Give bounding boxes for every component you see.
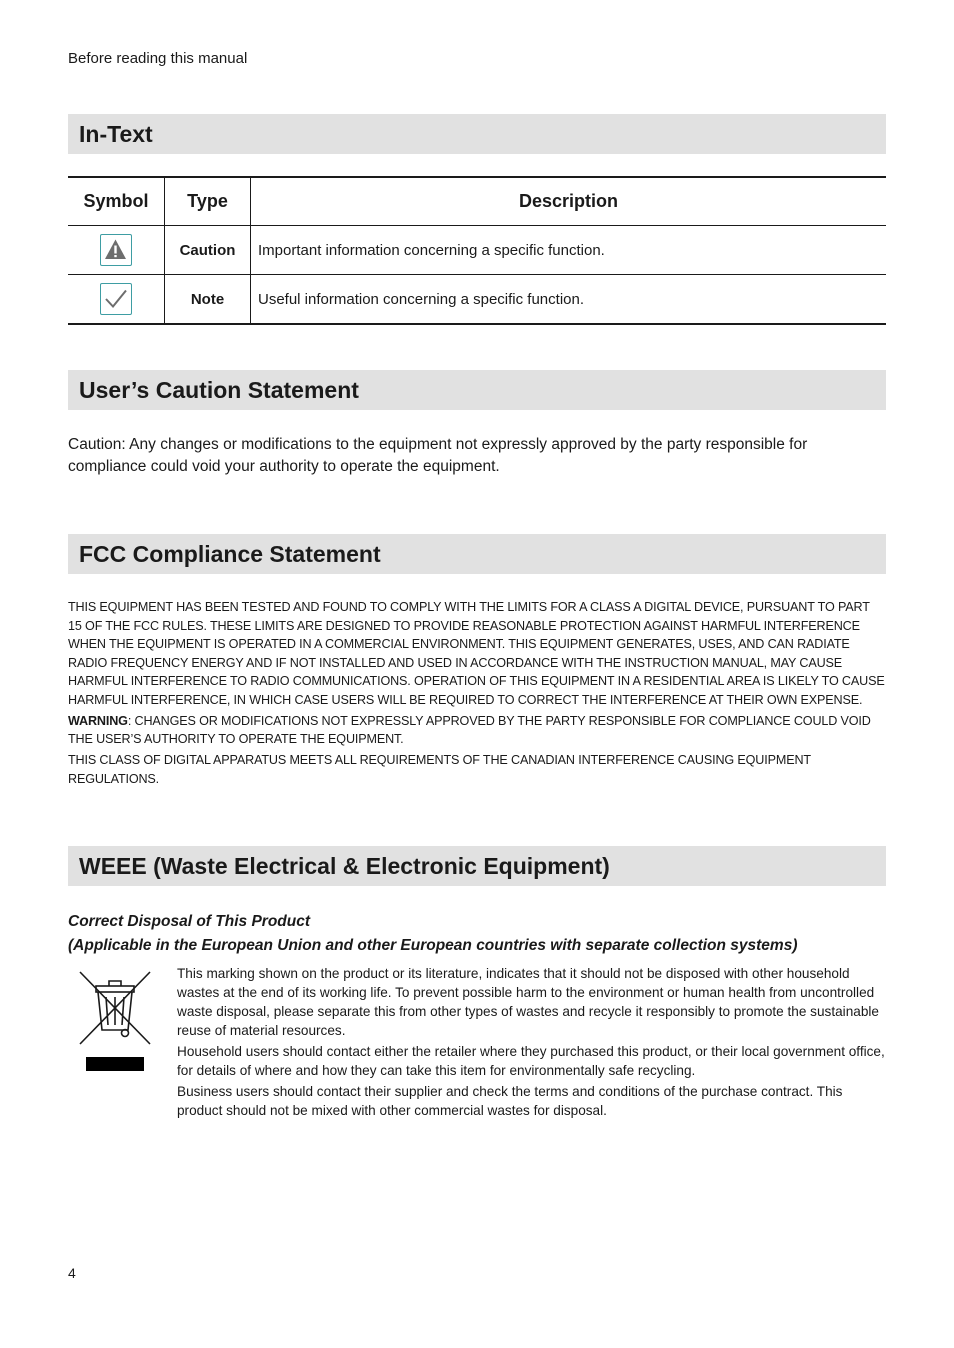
- crossed-out-wheelie-bin-icon: [78, 970, 152, 1074]
- weee-paragraph: Household users should contact either the retailer where they purchased this product, or their local government office, for details of where and how they can take this item for environmentally safe recycling.: [177, 1044, 885, 1078]
- section-heading-in-text: In-Text: [68, 114, 886, 154]
- column-header-type: Type: [165, 177, 251, 226]
- symbol-cell: [68, 226, 165, 275]
- caution-triangle-icon: [100, 234, 132, 266]
- symbol-cell: [68, 275, 165, 325]
- symbol-table: [68, 176, 886, 325]
- weee-subtitle-line: (Applicable in the European Union and other European countries with separate collection systems): [68, 937, 798, 954]
- section-heading-users-caution: User’s Caution Statement: [68, 370, 886, 410]
- column-header-description: Description: [251, 177, 887, 226]
- symbol-table-header-row: [68, 177, 886, 226]
- fcc-warning-paragraph: [68, 712, 886, 749]
- description-cell: Important information concerning a specific function.: [251, 226, 887, 275]
- weee-paragraph: This marking shown on the product or its literature, indicates that it should not be disposed with other household wastes at the end of its working life. To prevent possible harm to the environment or human health from uncontrolled waste disposal, please separate this from other types of wastes and recycle it responsibly to promote the sustainable reuse of material resources.: [177, 966, 879, 1038]
- table-row: [68, 226, 886, 275]
- section-heading-weee: WEEE (Waste Electrical & Electronic Equipment): [68, 846, 886, 886]
- weee-paragraph: Business users should contact their supplier and check the terms and conditions of the purchase contract. This product should not be mixed with other commercial wastes for disposal.: [177, 1084, 843, 1118]
- description-cell: Useful information concerning a specific function.: [251, 275, 887, 325]
- running-header: Before reading this manual: [68, 50, 248, 67]
- weee-subtitle-line: Correct Disposal of This Product: [68, 913, 311, 930]
- fcc-paragraph: THIS EQUIPMENT HAS BEEN TESTED AND FOUND TO COMPLY WITH THE LIMITS FOR A CLASS A DIGITAL DEVICE, PURSUANT TO PART 15 OF THE FCC RULES. THESE LIMITS ARE DESIGNED TO PROVIDE REASONABLE PROTECTION AGAINST HARMFUL INTERFERENCE WHEN THE EQUIPMENT IS OPERATED IN A COMMERCIAL ENVIRONMENT. THIS EQUIPMENT GENERATES, USES, AND CAN RADIATE RADIO FREQUENCY ENERGY AND IF NOT INSTALLED AND USED IN ACCORDANCE WITH THE INSTRUCTION MANUAL, MAY CAUSE HARMFUL INTERFERENCE TO RADIO COMMUNICATIONS. OPERATION OF THIS EQUIPMENT IN A RESIDENTIAL AREA IS LIKELY TO CAUSE HARMFUL INTERFERENCE, IN WHICH CASE USERS WILL BE REQUIRED TO CORRECT THE INTERFERENCE AT THEIR OWN EXPENSE.: [68, 600, 885, 707]
- fcc-statement: [68, 598, 886, 791]
- type-cell: Note: [165, 275, 251, 325]
- section-heading-fcc: FCC Compliance Statement: [68, 534, 886, 574]
- note-check-icon: [100, 283, 132, 315]
- table-row: [68, 275, 886, 325]
- type-cell: Caution: [165, 226, 251, 275]
- warning-text: : CHANGES OR MODIFICATIONS NOT EXPRESSLY APPROVED BY THE PARTY RESPONSIBLE FOR COMPLIANCE COULD VOID THE USER’S AUTHORITY TO OPERATE THE EQUIPMENT.: [68, 713, 871, 746]
- column-header-symbol: Symbol: [68, 177, 165, 226]
- weee-body: [177, 964, 887, 1122]
- warning-label: WARNING: [68, 713, 128, 728]
- caution-statement-text: Caution: Any changes or modifications to the equipment not expressly approved by the party responsible for compliance could void your authority to operate the equipment.: [68, 436, 808, 475]
- page-number: 4: [68, 1265, 76, 1281]
- weee-subtitle: [68, 910, 886, 958]
- fcc-paragraph: THIS CLASS OF DIGITAL APPARATUS MEETS ALL REQUIREMENTS OF THE CANADIAN INTERFERENCE CAUSING EQUIPMENT REGULATIONS.: [68, 753, 811, 786]
